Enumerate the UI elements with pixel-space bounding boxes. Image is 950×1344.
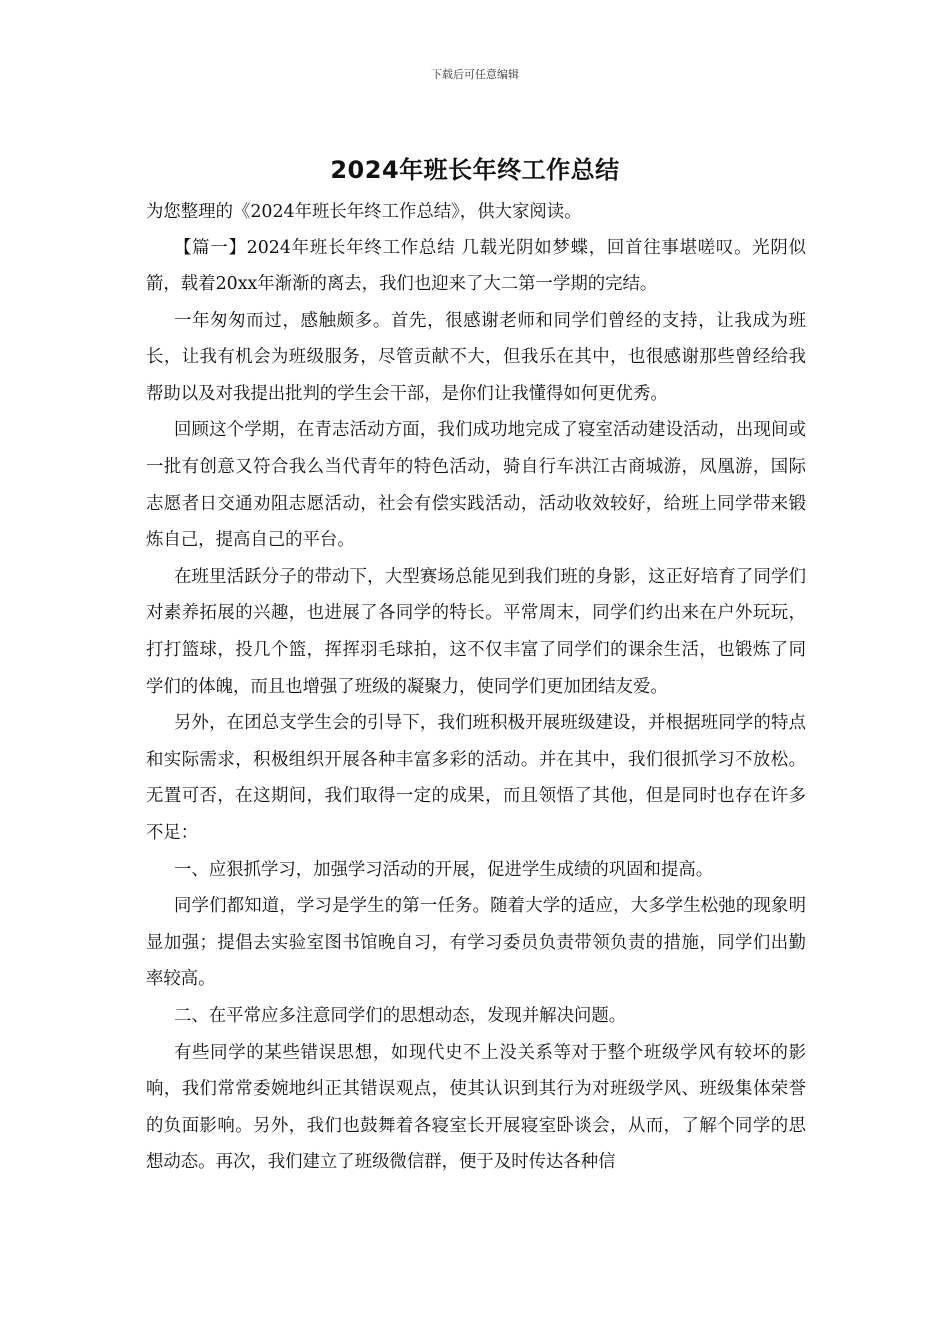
intro-paragraph: 为您整理的《2024年班长年终工作总结》，供大家阅读。: [146, 202, 582, 222]
section-heading-1: 一、应狠抓学习，加强学习活动的开展，促进学生成绩的巩固和提高。: [174, 859, 714, 880]
section-heading-2: 二、在平常应多注意同学们的思想动态，发现并解决问题。: [174, 1005, 627, 1026]
document-body: [146, 196, 806, 1181]
paragraph-4: 在班里活跃分子的带动下，大型赛场总能见到我们班的身影，这正好培育了同学们对素养拓展的兴趣，也进展了各同学的特长。平常周末，同学们约出来在户外玩玩，打打篮球，投几个篮，挥挥羽毛球拍，这不仅丰富了同学们的课余生活，也锻炼了同学们的体魄，而且也增强了班级的凝聚力，使同学们更加团结友爱。: [146, 566, 806, 697]
paragraph-3: 回顾这个学期，在青志活动方面，我们成功地完成了寝室活动建设活动，出现间或一批有创意又符合我么当代青年的特色活动，骑自行车洪江古商城游，凤凰游，国际志愿者日交通劝阻志愿活动，社会有偿实践活动，活动收效较好，给班上同学带来锻炼自己，提高自己的平台。: [146, 420, 806, 551]
document-title: 2024年班长年终工作总结: [330, 156, 620, 184]
paragraph-7: 有些同学的某些错误思想，如现代史不上没关系等对于整个班级学风有较坏的影响，我们常常委婉地纠正其错误观点，使其认识到其行为对班级学风、班级集体荣誉的负面影响。另外，我们也鼓舞着各寝室长开展寝室卧谈会，从而，了解个同学的思想动态。再次，我们建立了班级微信群，便于及时传达各种信: [146, 1042, 806, 1173]
paragraph-6: 同学们都知道，学习是学生的第一任务。随着大学的适应，大多学生松弛的现象明显加强；提倡去实验室图书馆晚自习，有学习委员负责带领负责的措施，同学们出勤率较高。: [146, 896, 806, 990]
paragraph-5: 另外，在团总支学生会的引导下，我们班积极开展班级建设，并根据班同学的特点和实际需求，积极组织开展各种丰富多彩的活动。并在其中，我们很抓学习不放松。无置可否，在这期间，我们取得一定的成果，而且领悟了其他，但是同时也存在许多不足：: [146, 713, 806, 843]
paragraph-2: 一年匆匆而过，感触颇多。首先，很感谢老师和同学们曾经的支持，让我成为班长，让我有机会为班级服务，尽管贡献不大，但我乐在其中，也很感谢那些曾经给我帮助以及对我提出批判的学生会干部，是你们让我懂得如何更优秀。: [146, 310, 806, 404]
header-note: 下载后可任意编辑: [431, 68, 519, 81]
paragraph-1: 【篇一】2024年班长年终工作总结 几载光阴如梦蝶，回首往事堪嗟叹。光阴似箭，载着20xx年渐渐的离去，我们也迎来了大二第一学期的完结。: [146, 237, 806, 295]
